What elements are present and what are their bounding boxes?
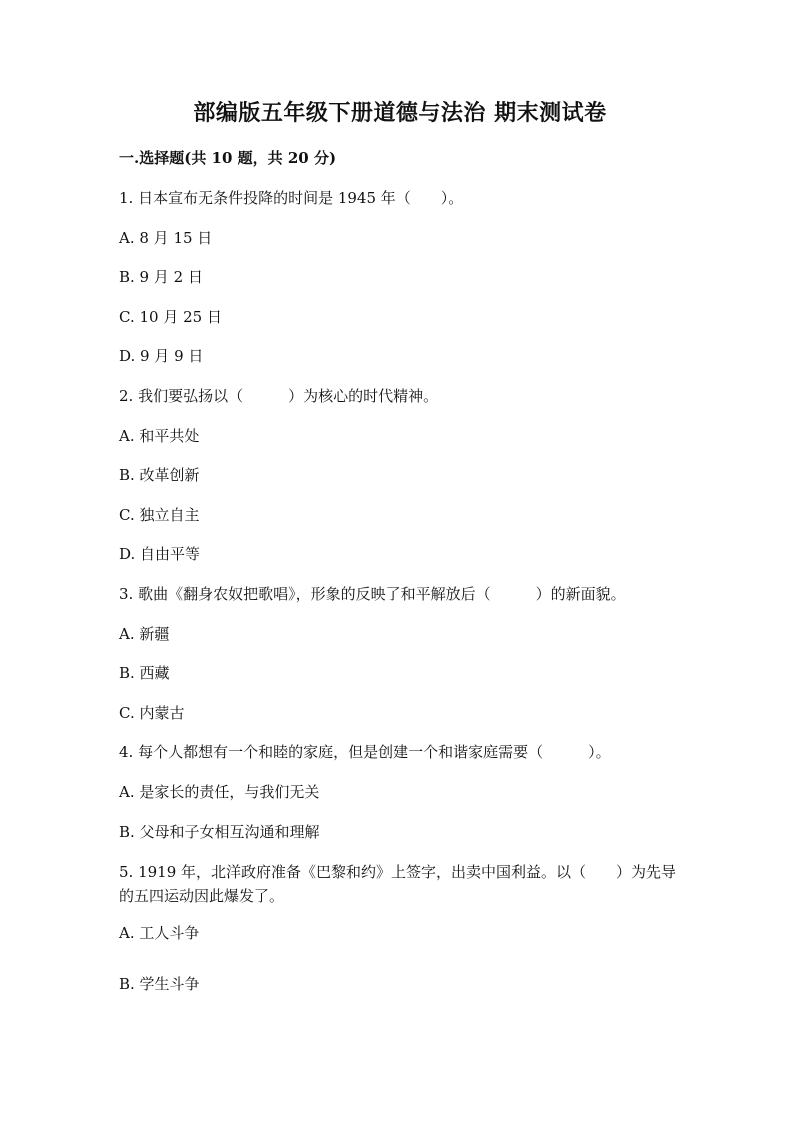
question-2-stem: 2. 我们要弘扬以（ ）为核心的时代精神。 xyxy=(119,387,439,405)
question-5-option-a: A. 工人斗争 xyxy=(119,924,200,942)
question-3-option-c: C. 内蒙古 xyxy=(119,704,185,722)
question-1-option-d: D. 9 月 9 日 xyxy=(119,347,204,365)
question-4-option-a: A. 是家长的责任，与我们无关 xyxy=(119,783,320,801)
question-1-option-c: C. 10 月 25 日 xyxy=(119,308,222,326)
question-3-stem: 3. 歌曲《翻身农奴把歌唱》，形象的反映了和平解放后（ ）的新面貌。 xyxy=(119,585,626,603)
question-2-option-c: C. 独立自主 xyxy=(119,506,200,524)
question-2-option-d: D. 自由平等 xyxy=(119,545,201,563)
question-5-stem: 5. 1919 年，北洋政府准备《巴黎和约》上签字，出卖中国利益。以（ ）为先导的五四运动因此爆发了。 xyxy=(119,863,677,905)
question-4-option-b: B. 父母和子女相互沟通和理解 xyxy=(119,823,320,841)
question-5-option-b: B. 学生斗争 xyxy=(119,975,200,993)
page-title: 部编版五年级下册道德与法治 期末测试卷 xyxy=(193,100,607,126)
question-2-option-a: A. 和平共处 xyxy=(119,427,200,445)
question-1-stem: 1. 日本宣布无条件投降的时间是 1945 年（ ）。 xyxy=(119,189,464,207)
question-3-option-b: B. 西藏 xyxy=(119,664,170,682)
question-4-stem: 4. 每个人都想有一个和睦的家庭，但是创建一个和谐家庭需要（ ）。 xyxy=(119,743,611,761)
question-2-option-b: B. 改革创新 xyxy=(119,466,200,484)
question-1-option-b: B. 9 月 2 日 xyxy=(119,268,203,286)
question-3-option-a: A. 新疆 xyxy=(119,625,170,643)
question-1-option-a: A. 8 月 15 日 xyxy=(119,229,213,247)
section-heading: 一.选择题(共 10 题，共 20 分) xyxy=(119,149,337,167)
